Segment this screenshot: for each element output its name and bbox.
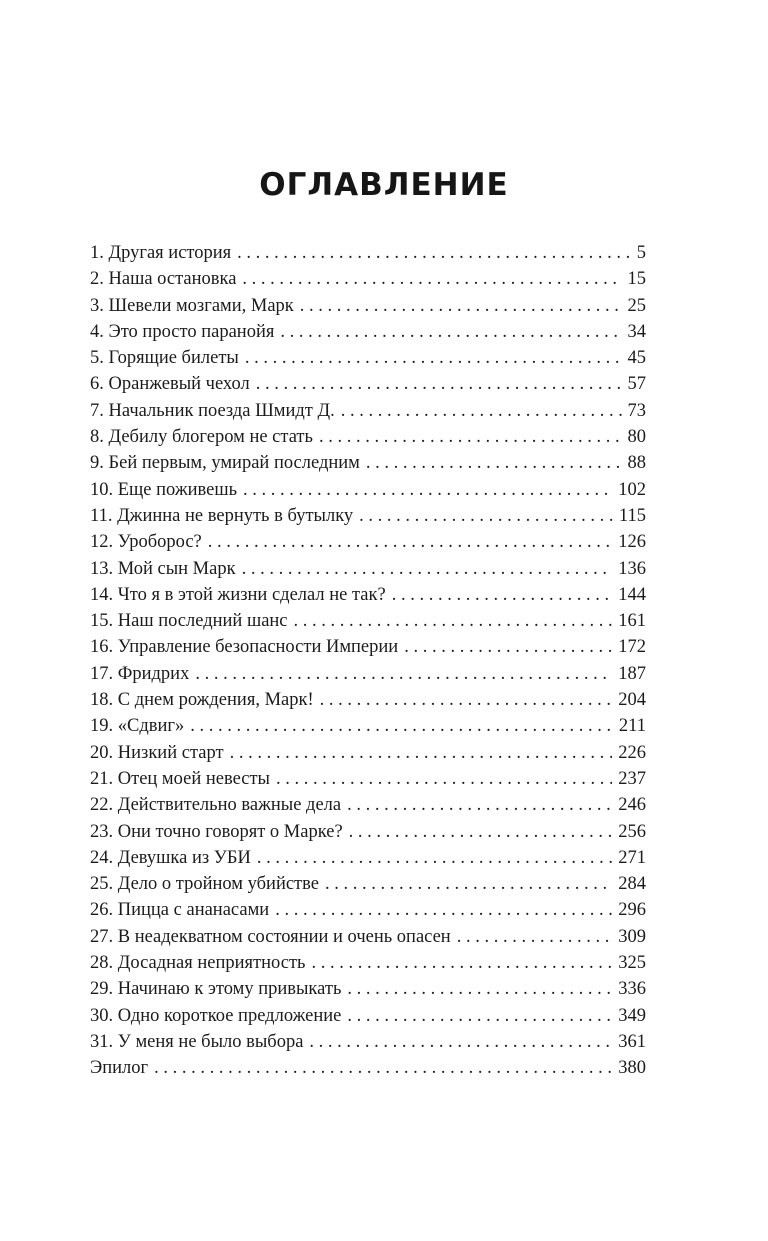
toc-entry <box>90 345 646 371</box>
toc-entry <box>90 529 646 555</box>
toc-dot-leader <box>242 556 613 582</box>
toc-dot-leader <box>325 871 612 897</box>
toc-entry <box>90 424 646 450</box>
toc-entry-page-number: 136 <box>618 558 646 579</box>
toc-dot-leader <box>276 766 612 792</box>
toc-dot-leader <box>154 1055 612 1081</box>
toc-dot-leader <box>190 713 613 739</box>
toc-entry-page-number: 256 <box>618 821 646 842</box>
toc-entry-page-number: 45 <box>627 348 646 369</box>
toc-entry-page-number: 57 <box>627 374 646 395</box>
toc-entry-page-number: 144 <box>618 584 646 605</box>
toc-entry <box>90 240 646 266</box>
toc-entry-title: 16. Управление безопасности Империи <box>90 637 399 658</box>
toc-dot-leader <box>347 976 612 1002</box>
toc-dot-leader <box>195 661 612 687</box>
toc-entry-page-number: 73 <box>627 400 646 421</box>
toc-entry-title: 23. Они точно говорят о Марке? <box>90 821 343 842</box>
toc-dot-leader <box>256 371 622 397</box>
toc-entry-title: 7. Начальник поезда Шмидт Д. <box>90 400 335 421</box>
toc-dot-leader <box>242 266 621 292</box>
toc-entry-title: 31. У меня не было выбора <box>90 1031 304 1052</box>
toc-entry-title: 24. Девушка из УБИ <box>90 847 251 868</box>
toc-dot-leader <box>347 1003 612 1029</box>
toc-entry-title: 11. Джинна не вернуть в бутылку <box>90 505 354 526</box>
toc-entry-page-number: 88 <box>627 453 646 474</box>
toc-dot-leader <box>294 608 613 634</box>
toc-entry-page-number: 380 <box>618 1058 646 1079</box>
toc-entry <box>90 266 646 292</box>
toc-entry <box>90 766 646 792</box>
toc-entry-title: 1. Другая история <box>90 243 232 263</box>
page-title: ОГЛАВЛЕНИЕ <box>259 166 509 203</box>
toc-entry <box>90 293 646 319</box>
toc-entry <box>90 661 646 687</box>
toc-dot-leader <box>280 319 621 345</box>
toc-entry-title: 12. Уроборос? <box>90 532 202 553</box>
toc-entry-page-number: 126 <box>618 532 646 553</box>
toc-entry <box>90 713 646 739</box>
toc-entry-title: 22. Действительно важные дела <box>90 795 342 816</box>
toc-dot-leader <box>319 424 622 450</box>
toc-entry-title: 3. Шевели мозгами, Марк <box>90 295 294 316</box>
toc-dot-leader <box>312 950 613 976</box>
toc-entry-title: 8. Дебилу блогером не стать <box>90 427 313 448</box>
toc-entry-page-number: 211 <box>618 716 646 737</box>
toc-dot-leader <box>341 398 622 424</box>
toc-entry-page-number: 336 <box>618 979 646 1000</box>
toc-entry-page-number: 172 <box>618 637 646 658</box>
toc-entry <box>90 319 646 345</box>
toc-entry-title: 5. Горящие билеты <box>90 348 239 369</box>
toc-entry-title: 14. Что я в этой жизни сделал не так? <box>90 584 386 605</box>
toc-entry <box>90 1029 646 1055</box>
toc-entry-title: 29. Начинаю к этому привыкать <box>90 979 342 1000</box>
toc-entry <box>90 950 646 976</box>
toc-dot-leader <box>309 1029 612 1055</box>
toc-entry <box>90 819 646 845</box>
toc-entry-page-number: 187 <box>618 663 646 684</box>
toc-entry-title: 17. Фридрих <box>90 663 190 684</box>
toc-entry-title: 10. Еще поживешь <box>90 479 238 500</box>
toc-entry <box>90 371 646 397</box>
toc-entry-title: Эпилог <box>90 1058 149 1079</box>
toc-entry <box>90 634 646 660</box>
toc-entry <box>90 608 646 634</box>
toc-entry-page-number: 80 <box>627 427 646 448</box>
toc-entry <box>90 450 646 476</box>
toc-entry <box>90 845 646 871</box>
toc-entry-page-number: 349 <box>618 1005 646 1026</box>
toc-entry-page-number: 237 <box>618 768 646 789</box>
toc-entry <box>90 976 646 1002</box>
toc-entry-title: 26. Пицца с ананасами <box>90 900 270 921</box>
toc-entry-page-number: 271 <box>618 847 646 868</box>
toc-dot-leader <box>275 897 612 923</box>
toc-entry-page-number: 5 <box>636 243 646 263</box>
toc-entry-title: 18. С днем рождения, Марк! <box>90 690 314 711</box>
toc-dot-leader <box>230 740 613 766</box>
toc-dot-leader <box>300 293 622 319</box>
toc-entry <box>90 582 646 608</box>
toc-entry-title: 19. «Сдвиг» <box>90 716 185 737</box>
toc-entry-page-number: 284 <box>618 874 646 895</box>
toc-entry-page-number: 309 <box>618 926 646 947</box>
toc-entry <box>90 1055 646 1081</box>
toc-dot-leader <box>349 819 613 845</box>
toc-entry-page-number: 246 <box>618 795 646 816</box>
toc-dot-leader <box>257 845 612 871</box>
toc-entry-title: 20. Низкий старт <box>90 742 224 763</box>
toc-dot-leader <box>457 924 613 950</box>
toc-entry-title: 13. Мой сын Марк <box>90 558 236 579</box>
toc-entry <box>90 503 646 529</box>
toc-entry <box>90 740 646 766</box>
toc-dot-leader <box>245 345 622 371</box>
toc-entry-page-number: 34 <box>627 321 646 342</box>
toc-entry <box>90 398 646 424</box>
toc-entry <box>90 477 646 503</box>
toc-entry-page-number: 102 <box>618 479 646 500</box>
toc-dot-leader <box>237 240 631 266</box>
toc-entry-page-number: 25 <box>627 295 646 316</box>
toc-entry <box>90 924 646 950</box>
toc-entry-title: 21. Отец моей невесты <box>90 768 270 789</box>
toc-dot-leader <box>243 477 612 503</box>
toc-dot-leader <box>208 529 612 555</box>
table-of-contents <box>90 240 646 1082</box>
toc-entry-title: 6. Оранжевый чехол <box>90 374 250 395</box>
toc-entry-title: 2. Наша остановка <box>90 269 237 290</box>
toc-dot-leader <box>366 450 622 476</box>
toc-entry-title: 30. Одно короткое предложение <box>90 1005 342 1026</box>
toc-dot-leader <box>359 503 613 529</box>
toc-dot-leader <box>347 792 612 818</box>
toc-entry <box>90 871 646 897</box>
toc-entry <box>90 556 646 582</box>
toc-entry-page-number: 204 <box>618 690 646 711</box>
toc-entry-page-number: 296 <box>618 900 646 921</box>
toc-dot-leader <box>392 582 613 608</box>
toc-dot-leader <box>404 634 612 660</box>
toc-entry-title: 15. Наш последний шанс <box>90 611 288 632</box>
toc-entry <box>90 897 646 923</box>
toc-entry-page-number: 361 <box>618 1031 646 1052</box>
toc-entry <box>90 687 646 713</box>
toc-entry <box>90 792 646 818</box>
toc-entry-title: 27. В неадекватном состоянии и очень опасен <box>90 926 451 947</box>
toc-entry-title: 28. Досадная неприятность <box>90 953 306 974</box>
toc-entry <box>90 1003 646 1029</box>
toc-entry-page-number: 226 <box>618 742 646 763</box>
toc-entry-page-number: 115 <box>618 505 646 526</box>
toc-entry-title: 25. Дело о тройном убийстве <box>90 874 319 895</box>
toc-entry-page-number: 161 <box>618 611 646 632</box>
toc-entry-title: 9. Бей первым, умирай последним <box>90 453 360 474</box>
toc-dot-leader <box>320 687 613 713</box>
toc-entry-title: 4. Это просто паранойя <box>90 321 275 342</box>
toc-entry-page-number: 15 <box>627 269 646 290</box>
toc-entry-page-number: 325 <box>618 953 646 974</box>
